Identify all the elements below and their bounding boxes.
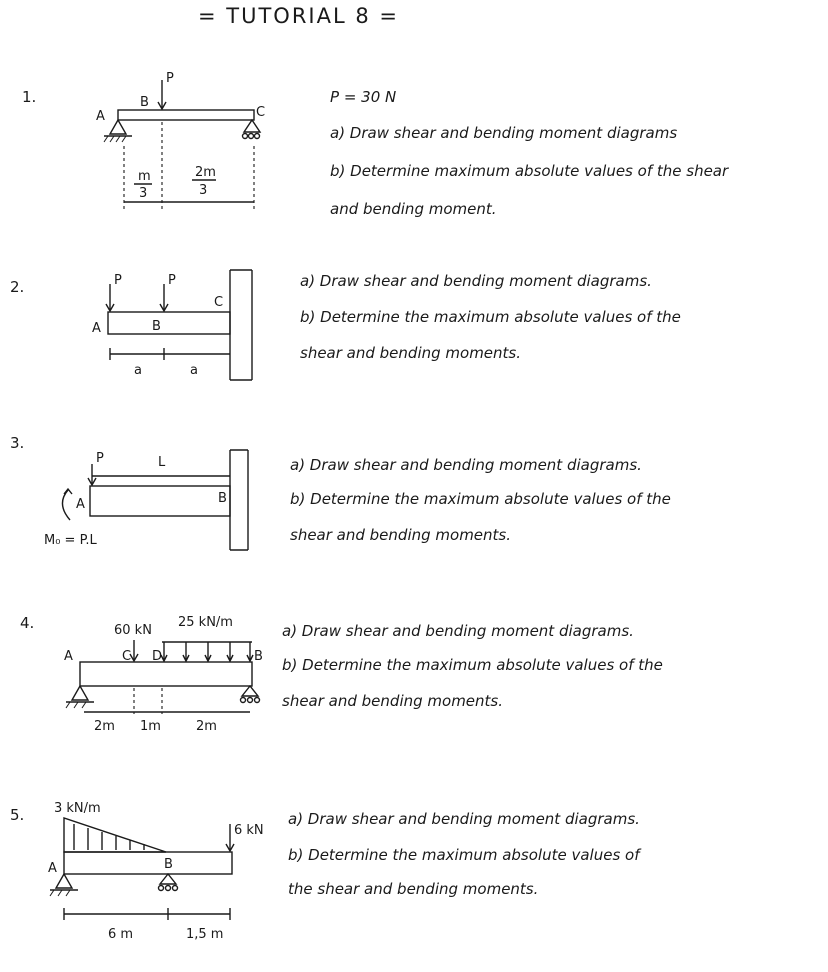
- problem-2-diagram: [80, 262, 270, 386]
- dim-1: 2m: [94, 719, 115, 734]
- problem-4-diagram: [54, 608, 274, 738]
- problem-2-number: 2.: [10, 278, 25, 296]
- label-c: C: [122, 649, 132, 664]
- label-p: P: [96, 451, 104, 466]
- label-p: P: [166, 71, 174, 86]
- label-b: B: [254, 649, 263, 664]
- problem-4-line-a: a) Draw shear and bending moment diagrams.: [282, 622, 634, 640]
- dim-1: 6 m: [108, 927, 134, 942]
- roller-support: [244, 120, 260, 132]
- label-l: L: [158, 455, 166, 470]
- beam: [108, 312, 230, 334]
- distributed-load: [64, 818, 166, 852]
- label-a: A: [64, 649, 73, 664]
- pin-support: [56, 874, 72, 888]
- problem-4-number: 4.: [20, 614, 35, 632]
- problem-1-line-a: a) Draw shear and bending moment diagrams: [330, 124, 678, 142]
- beam: [64, 852, 232, 874]
- distributed-load: [161, 642, 253, 661]
- moment-arrow: [62, 490, 70, 520]
- dim-a2: a: [190, 363, 198, 378]
- label-a: A: [48, 861, 57, 876]
- label-c: C: [256, 105, 266, 120]
- problem-4-line-b: b) Determine the maximum absolute values of the: [282, 656, 663, 674]
- label-b: B: [164, 857, 173, 872]
- label-w: 3 kN/m: [54, 801, 101, 816]
- dim-2: 1m: [140, 719, 161, 734]
- label-a: A: [96, 109, 105, 124]
- label-force: 60 kN: [114, 623, 152, 638]
- problem-2-line-c: shear and bending moments.: [300, 344, 522, 362]
- problem-2-line-a: a) Draw shear and bending moment diagrams.: [300, 272, 652, 290]
- beam: [80, 662, 252, 686]
- problem-3-line-a: a) Draw shear and bending moment diagrams.: [290, 456, 642, 474]
- problem-5-line-a: a) Draw shear and bending moment diagrams.: [288, 810, 640, 828]
- dim-1-num: m: [138, 169, 151, 184]
- label-p1: P: [114, 273, 122, 288]
- label-d: D: [152, 649, 163, 664]
- problem-5-diagram: [40, 796, 280, 946]
- problem-5-line-b: b) Determine the maximum absolute values of: [288, 846, 640, 864]
- problem-1-number: 1.: [22, 88, 37, 106]
- problem-1-given: P = 30 N: [330, 88, 397, 106]
- label-m0: M₀ = P.L: [44, 533, 97, 548]
- problem-5-number: 5.: [10, 806, 25, 824]
- dim-2-num: 2m: [195, 165, 216, 180]
- problem-3-line-b: b) Determine the maximum absolute values of the: [290, 490, 671, 508]
- roller-support: [242, 686, 258, 696]
- label-b: B: [152, 319, 161, 334]
- label-b: B: [218, 491, 227, 506]
- problem-1-line-b: b) Determine maximum absolute values of the shear: [330, 162, 729, 180]
- dim-1-den: 3: [139, 186, 148, 201]
- pin-support: [72, 686, 88, 700]
- problem-3-number: 3.: [10, 434, 25, 452]
- label-a: A: [76, 497, 85, 512]
- dim-3: 2m: [196, 719, 217, 734]
- problem-3-diagram: [40, 444, 260, 556]
- roller-support: [160, 874, 176, 884]
- problem-4-line-c: shear and bending moments.: [282, 692, 504, 710]
- pin-support: [110, 120, 126, 134]
- label-p2: P: [168, 273, 176, 288]
- dim-2: 1,5 m: [186, 927, 224, 942]
- label-force: 6 kN: [234, 823, 264, 838]
- label-a: A: [92, 321, 101, 336]
- beam: [118, 110, 254, 120]
- dim-2-den: 3: [199, 183, 208, 198]
- problem-1-line-c: and bending moment.: [330, 200, 497, 218]
- problem-3-line-c: shear and bending moments.: [290, 526, 512, 544]
- label-b: B: [140, 95, 149, 110]
- label-w: 25 kN/m: [178, 615, 233, 630]
- dim-a1: a: [134, 363, 142, 378]
- problem-5-line-c: the shear and bending moments.: [288, 880, 539, 898]
- beam: [90, 486, 230, 516]
- problem-2-line-b: b) Determine the maximum absolute values of the: [300, 308, 681, 326]
- label-c: C: [214, 295, 224, 310]
- page-title: = TUTORIAL 8 =: [198, 4, 399, 28]
- problem-1-diagram: [80, 62, 280, 222]
